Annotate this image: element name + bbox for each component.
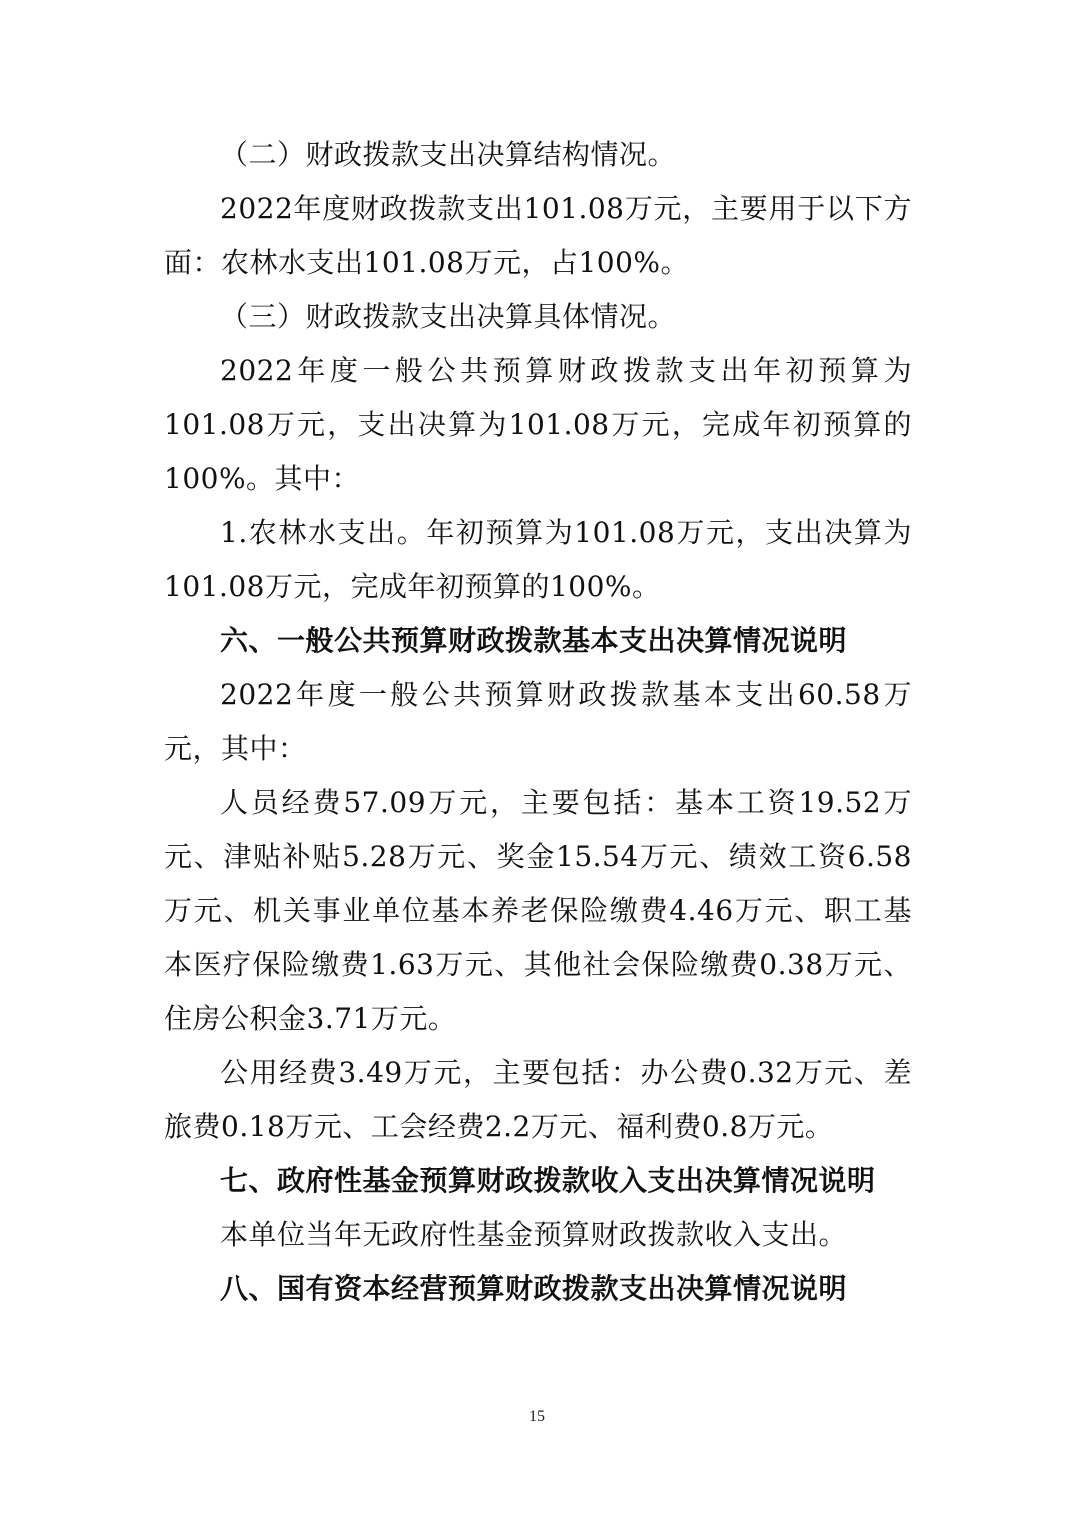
section-7-heading: 七、政府性基金预算财政拨款收入支出决算情况说明 (220, 1164, 876, 1197)
public-expenses-paragraph: 公用经费3.49万元，主要包括：办公费0.32万元、差旅费0.18万元、工会经费2.2万元、福利费0.8万元。 (164, 1056, 912, 1143)
budget-completion-paragraph: 2022年度一般公共预算财政拨款支出年初预算为101.08万元，支出决算为101.08万元，完成年初预算的100%。其中： (164, 354, 912, 495)
section-6-heading: 六、一般公共预算财政拨款基本支出决算情况说明 (220, 624, 848, 657)
government-fund-paragraph: 本单位当年无政府性基金预算财政拨款收入支出。 (220, 1218, 848, 1251)
document-body (164, 128, 912, 1316)
subsection-2-title: （二）财政拨款支出决算结构情况。 (220, 138, 677, 171)
agriculture-expenditure-paragraph: 1.农林水支出。年初预算为101.08万元，支出决算为101.08万元，完成年初预算的100%。 (164, 516, 912, 603)
page-number: 15 (529, 1408, 545, 1425)
personnel-expenses-paragraph: 人员经费57.09万元，主要包括：基本工资19.52万元、津贴补贴5.28万元、奖金15.54万元、绩效工资6.58万元、机关事业单位基本养老保险缴费4.46万元、职工基本医疗保险缴费1.63万元、其他社会保险缴费0.38万元、住房公积金3.71万元。 (164, 786, 912, 1035)
section-8-heading: 八、国有资本经营预算财政拨款支出决算情况说明 (220, 1272, 848, 1305)
basic-expenditure-paragraph: 2022年度一般公共预算财政拨款基本支出60.58万元，其中： (164, 678, 912, 765)
subsection-3-title: （三）财政拨款支出决算具体情况。 (220, 300, 677, 333)
expenditure-structure-paragraph: 2022年度财政拨款支出101.08万元，主要用于以下方面：农林水支出101.08万元，占100%。 (164, 192, 912, 279)
